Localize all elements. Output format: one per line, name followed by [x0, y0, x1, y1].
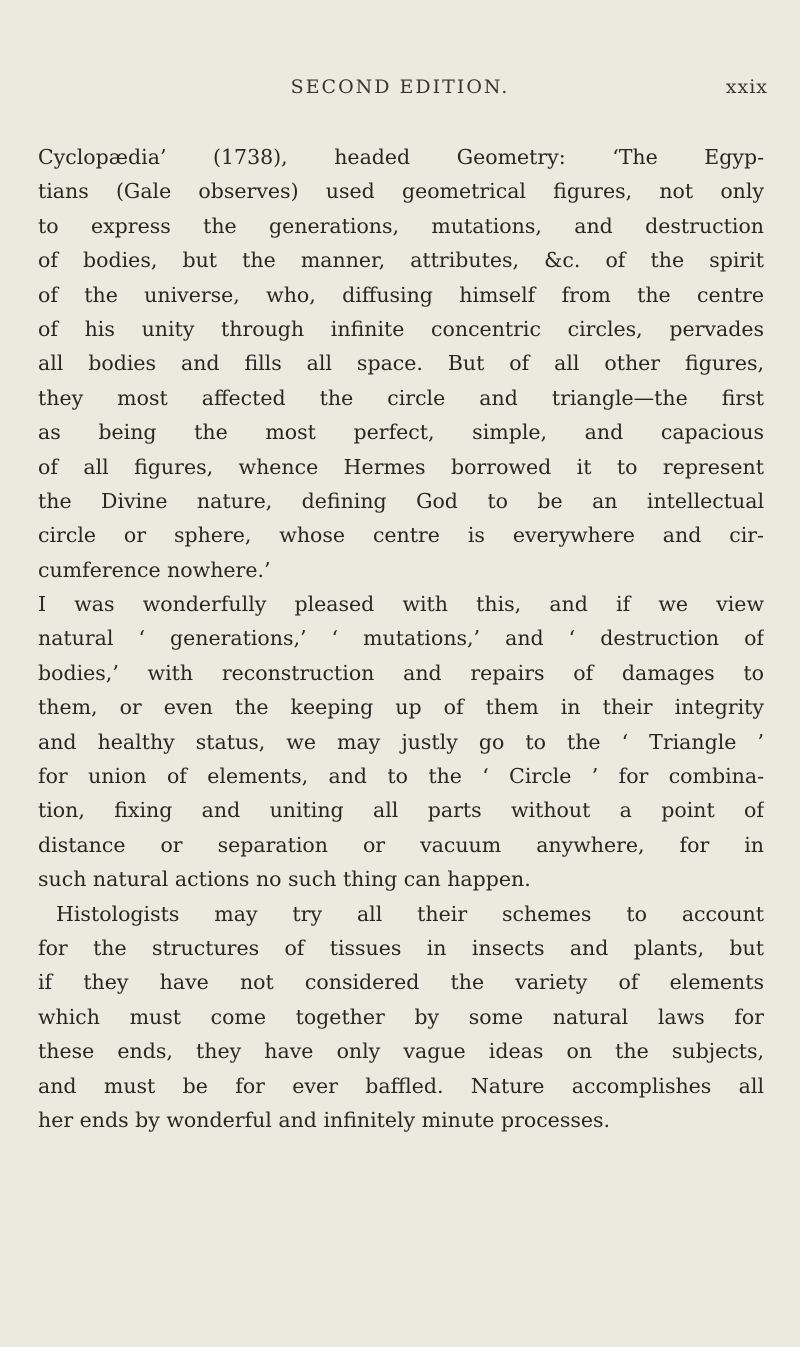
- text-line: I was wonderfully pleased with this, and if we view: [38, 592, 764, 617]
- text-line: all bodies and fills all space. But of all other figures,: [38, 351, 764, 376]
- text-line: such natural actions no such thing can happen.: [38, 867, 531, 892]
- text-line: circle or sphere, whose centre is everywhere and cir-: [38, 523, 764, 548]
- text-line: of the universe, who, diffusing himself from the centre: [38, 282, 764, 307]
- text-line: for the structures of tissues in insects and plants, but: [38, 935, 764, 960]
- text-line: which must come together by some natural laws for: [38, 1004, 764, 1029]
- text-line: them, or even the keeping up of them in their integrity: [38, 695, 764, 720]
- running-head-title: SECOND EDITION.: [290, 76, 510, 98]
- text-line: cumference nowhere.’: [38, 557, 271, 582]
- text-line: Histologists may try all their schemes to account: [56, 901, 764, 926]
- text-line: they most affected the circle and triangle—the first: [38, 385, 764, 410]
- text-line: of his unity through infinite concentric circles, pervades: [38, 316, 764, 341]
- text-line: these ends, they have only vague ideas on the subjects,: [38, 1039, 764, 1064]
- text-line: distance or separation or vacuum anywhere, for in: [38, 832, 764, 857]
- text-line: of all figures, whence Hermes borrowed it to represent: [38, 454, 764, 479]
- page-number: xxix: [725, 76, 768, 98]
- text-line: for union of elements, and to the ‘ Circle ’ for combina-: [38, 764, 764, 789]
- text-line: to express the generations, mutations, and destruction: [38, 213, 764, 238]
- text-line: if they have not considered the variety of elements: [38, 970, 764, 995]
- text-line: as being the most perfect, simple, and capacious: [38, 420, 764, 445]
- text-line: of bodies, but the manner, attributes, &c. of the spirit: [38, 248, 764, 273]
- body-text: [38, 140, 764, 1137]
- text-line: and must be for ever baffled. Nature accomplishes all: [38, 1073, 764, 1098]
- running-head: [0, 76, 800, 104]
- text-line: natural ‘ generations,’ ‘ mutations,’ and ‘ destruction of: [38, 626, 764, 651]
- text-line: Cyclopædia’ (1738), headed Geometry: ‘The Egyp-: [38, 145, 764, 169]
- text-line: tians (Gale observes) used geometrical figures, not only: [38, 179, 764, 204]
- text-line: the Divine nature, defining God to be an intellectual: [38, 488, 764, 513]
- text-line: bodies,’ with reconstruction and repairs of damages to: [38, 660, 764, 685]
- text-line: tion, fixing and uniting all parts without a point of: [38, 798, 764, 823]
- text-line: her ends by wonderful and infinitely minute processes.: [38, 1107, 611, 1132]
- text-line: and healthy status, we may justly go to the ‘ Triangle ’: [38, 729, 764, 754]
